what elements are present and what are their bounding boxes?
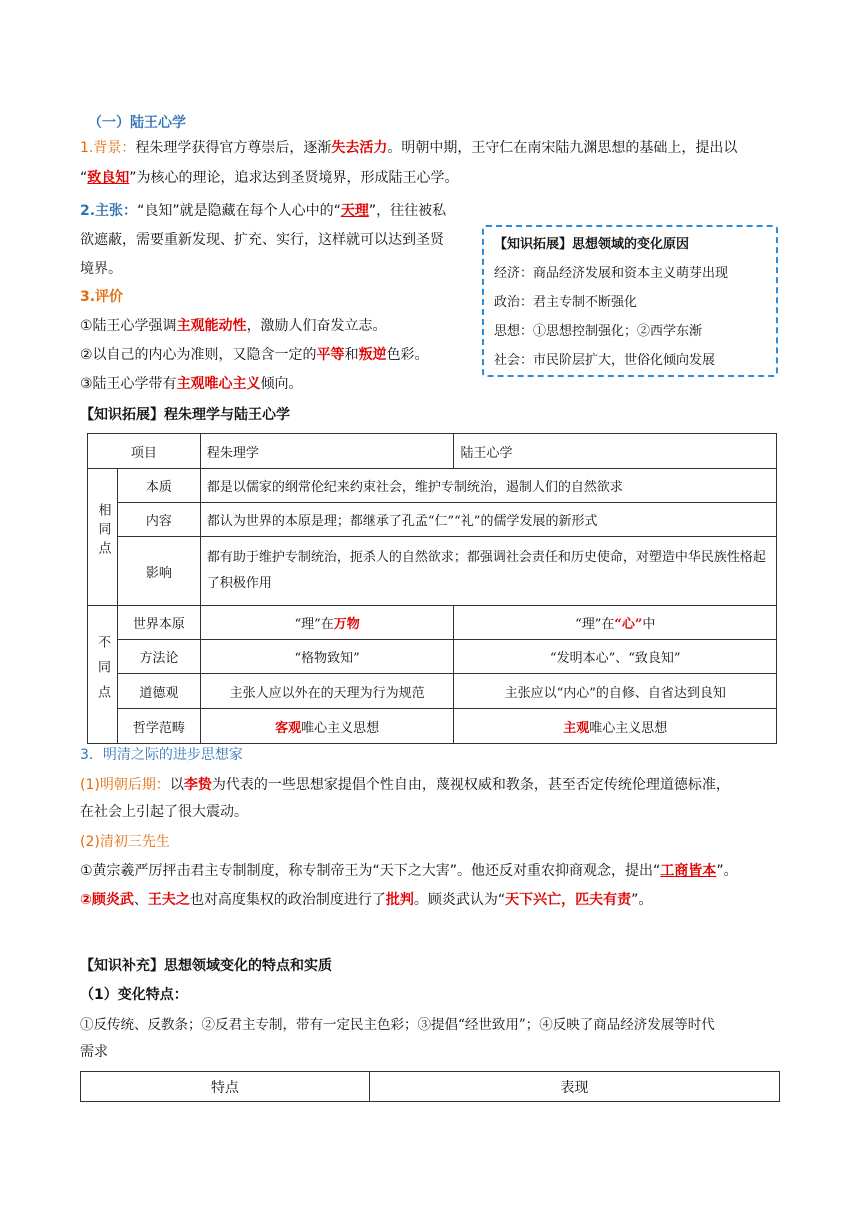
row-key: 哲学范畴 xyxy=(117,709,200,744)
section-title-luwang: （一）陆王心学 xyxy=(88,115,186,131)
supplement-subtitle: （1）变化特点： xyxy=(80,987,188,1003)
background-paragraph-2 xyxy=(80,167,780,189)
box-row: 政治：君主专制不断强化 xyxy=(494,295,638,310)
features-table xyxy=(80,1071,780,1102)
keyword: 批判 xyxy=(385,892,414,908)
keyword: 叛逆 xyxy=(358,347,387,363)
text: ”。 xyxy=(716,863,738,879)
text: ”，往往被私 xyxy=(368,203,447,219)
row-key: 影响 xyxy=(117,537,200,606)
label: (2)清初三先生 xyxy=(80,834,170,850)
text: 欲遮蔽，需要重新发现、扩充、实行，这样就可以达到圣贤 xyxy=(80,232,444,248)
comparison-table xyxy=(87,433,777,744)
text: “良知”就是隐藏在每个人心中的“ xyxy=(137,203,341,219)
box-row: 思想：①思想控制强化；②西学东渐 xyxy=(494,324,703,339)
text: 程朱理学获得官方尊崇后，逐渐 xyxy=(135,140,332,156)
evaluation xyxy=(80,283,480,399)
text: 。顾炎武认为“ xyxy=(413,892,506,908)
keyword: 天下兴亡 xyxy=(505,892,562,908)
box-title: 【知识拓展】思想领域的变化原因 xyxy=(494,237,690,252)
text: 唯心主义思想 xyxy=(301,720,380,736)
row-value xyxy=(454,606,777,640)
section-title-thinkers: 3．明清之际的进步思想家 xyxy=(80,747,243,763)
knowledge-expansion-box xyxy=(482,225,778,377)
box-row: 社会：市民阶层扩大，世俗化倾向发展 xyxy=(494,353,716,368)
text: 、 xyxy=(133,892,148,908)
text: 中 xyxy=(642,617,656,632)
claim-paragraph xyxy=(80,197,480,284)
row-value xyxy=(454,709,777,744)
evaluation-label: 3.评价 xyxy=(80,289,124,305)
same-points-label xyxy=(88,469,118,606)
keyword: “心” xyxy=(614,617,643,632)
text: 和 xyxy=(344,347,359,363)
text: “ xyxy=(80,170,88,186)
row-key: 内容 xyxy=(117,503,200,537)
row-key: 世界本原 xyxy=(117,606,200,640)
row-value: 都认为世界的本原是理；都继承了孔孟“仁”“礼”的儒学发展的新形式 xyxy=(200,503,776,537)
row-value: 主张人应以外在的天理为行为规范 xyxy=(200,674,454,709)
header-chengzhu: 程朱理学 xyxy=(200,434,454,469)
text: 倾向。 xyxy=(260,376,303,392)
keyword: 失去活力 xyxy=(331,140,388,156)
label: (1)明朝后期： xyxy=(80,777,170,793)
box-row: 经济：商品经济发展和资本主义萌芽出现 xyxy=(494,266,729,281)
text: ”。 xyxy=(631,892,653,908)
row-value: “格物致知” xyxy=(200,640,454,674)
text: 。明朝中期，王守仁在南宋陆九渊思想的基础上，提出以 xyxy=(387,140,738,156)
supplement-title: 【知识补充】思想领域变化的特点和实质 xyxy=(80,958,332,974)
text: ③陆王心学带有 xyxy=(80,376,177,392)
text: 为代表的一些思想家提倡个性自由，蔑视权威和教条，甚至否定传统伦理道德标准， xyxy=(211,777,730,793)
text: ①反传统、反教条；②反君主专制，带有一定民主色彩；③提倡“经世致用”；④反映了商品经济发展等时代 xyxy=(80,1017,715,1033)
keyword: 天理 xyxy=(340,203,369,219)
background-label: 1.背景： xyxy=(80,140,136,156)
claim-label: 2.主张： xyxy=(80,203,138,219)
row-value: 都是以儒家的纲常伦纪来约束社会，维护专制统治，遏制人们的自然欲求 xyxy=(200,469,776,503)
text: 以 xyxy=(169,777,184,793)
keyword: 工商皆本 xyxy=(660,863,717,879)
text: 不同点 xyxy=(94,635,110,710)
text: ①黄宗羲严厉抨击君主专制制度，称专制帝王为“天下之大害”。他还反对重农抑商观念，提出“ xyxy=(80,863,661,879)
row-key: 方法论 xyxy=(117,640,200,674)
header-feature: 特点 xyxy=(81,1072,370,1102)
text: “理”在 xyxy=(294,617,334,632)
row-value xyxy=(200,606,454,640)
background-paragraph xyxy=(80,137,780,159)
keyword: ②顾炎武 xyxy=(80,892,134,908)
text: 也对高度集权的政治制度进行了 xyxy=(189,892,386,908)
keyword: 李贽 xyxy=(183,777,212,793)
text: ，激励人们奋发立志。 xyxy=(246,318,387,334)
keyword: 主观能动性 xyxy=(176,318,247,334)
comparison-title: 【知识拓展】程朱理学与陆王心学 xyxy=(80,407,290,423)
keyword: 平等 xyxy=(316,347,345,363)
keyword: 万物 xyxy=(333,617,360,632)
keyword: 王夫之 xyxy=(147,892,190,908)
diff-points-label xyxy=(88,606,118,744)
gu-wang-paragraph xyxy=(80,889,780,911)
row-key: 道德观 xyxy=(117,674,200,709)
keyword: 主观唯心主义 xyxy=(176,376,261,392)
row-value: 主张应以“内心”的自修、自省达到良知 xyxy=(454,674,777,709)
text: ②以自己的内心为准则，又隐含一定的 xyxy=(80,347,317,363)
keyword: 客观 xyxy=(275,720,302,736)
row-value: 都有助于维护专制统治，扼杀人的自然欲求；都强调社会责任和历史使命，对塑造中华民族性格起了积极作用 xyxy=(200,537,776,606)
header-item: 项目 xyxy=(88,434,201,469)
text: 唯心主义思想 xyxy=(589,720,668,736)
text: 境界。 xyxy=(80,261,122,277)
text: ”为核心的理论，追求达到圣贤境界，形成陆王心学。 xyxy=(129,170,459,186)
keyword: 主观 xyxy=(563,720,590,736)
keyword: 匹夫有责 xyxy=(575,892,632,908)
text: “理”在 xyxy=(575,617,615,632)
row-value: “发明本心”、“致良知” xyxy=(454,640,777,674)
keyword: ， xyxy=(561,892,576,908)
text: ①陆王心学强调 xyxy=(80,318,177,334)
header-manifestation: 表现 xyxy=(370,1072,780,1102)
text: 相同点 xyxy=(95,503,111,560)
header-luwang: 陆王心学 xyxy=(454,434,777,469)
text: 色彩。 xyxy=(386,347,429,363)
row-key: 本质 xyxy=(117,469,200,503)
late-ming-paragraph xyxy=(80,774,780,796)
keyword: 致良知 xyxy=(87,170,130,186)
huang-paragraph xyxy=(80,860,780,882)
row-value xyxy=(200,709,454,744)
text: 在社会上引起了很大震动。 xyxy=(80,804,248,820)
text: 需求 xyxy=(80,1044,108,1060)
